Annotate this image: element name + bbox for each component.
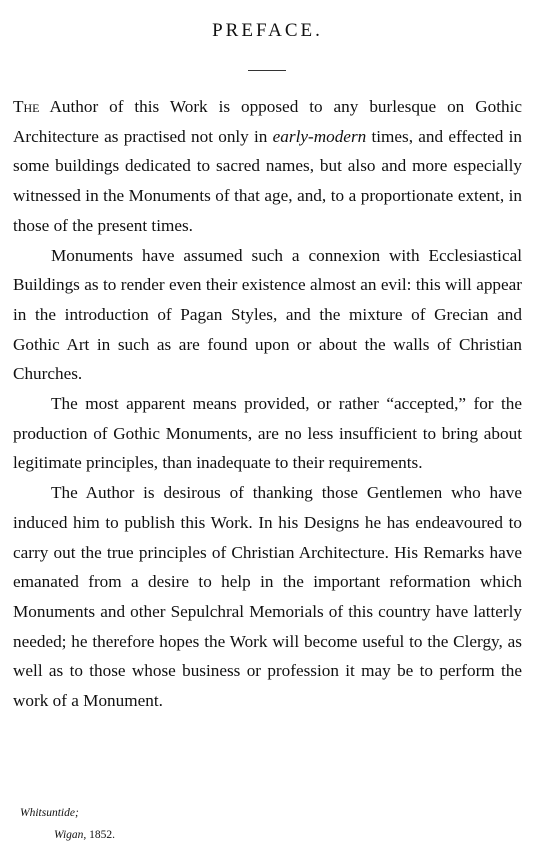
paragraph-1 <box>13 92 522 241</box>
paragraph-1-lead: The <box>13 97 40 116</box>
page-title: PREFACE. <box>212 20 323 41</box>
paragraph-1-text-after: times, and effected in some buildings dedicated to sacred names, but also and more especially witnessed in the Monuments of that age, and, to a proportionate extent, in those of the present times. <box>13 126 522 235</box>
paragraph-2: Monuments have assumed such a connexion with Ecclesiastical Buildings as to render even their existence almost an evil: this will appear in the introduction of Pagan Styles, and the mixture of Grecian and Gothic Art in such as are found upon or about the walls of Christian Churches. <box>13 245 522 384</box>
paragraph-1-text: Author of this Work is opposed to any burlesque on Gothic Architecture as practised not only in <box>13 97 522 146</box>
signature-place: Wigan, <box>54 829 87 841</box>
signature-place-line <box>20 824 115 846</box>
preface-body <box>13 92 522 716</box>
paragraph-3: The most apparent means provided, or rather “accepted,” for the production of Gothic Monuments, are no less insufficient to bring about legitimate principles, than inadequate to their requirements. <box>13 394 522 473</box>
signature-date: Whitsuntide; <box>20 807 79 819</box>
signature <box>20 802 115 846</box>
paragraph-4: The Author is desirous of thanking those Gentlemen who have induced him to publish this Work. In his Designs he has endeavoured to carry out the true principles of Christian Architecture. His Remarks have emanated from a desire to help in the important reformation which Monuments and other Sepulchral Memorials of this country have latterly needed; he therefore hopes the Work will become useful to the Clergy, as well as to those whose business or profession it may be to perform the work of a Monument. <box>13 483 522 711</box>
title-divider <box>248 70 286 71</box>
paragraph-1-emphasis: early-modern <box>272 126 367 146</box>
signature-year: 1852. <box>89 829 116 841</box>
